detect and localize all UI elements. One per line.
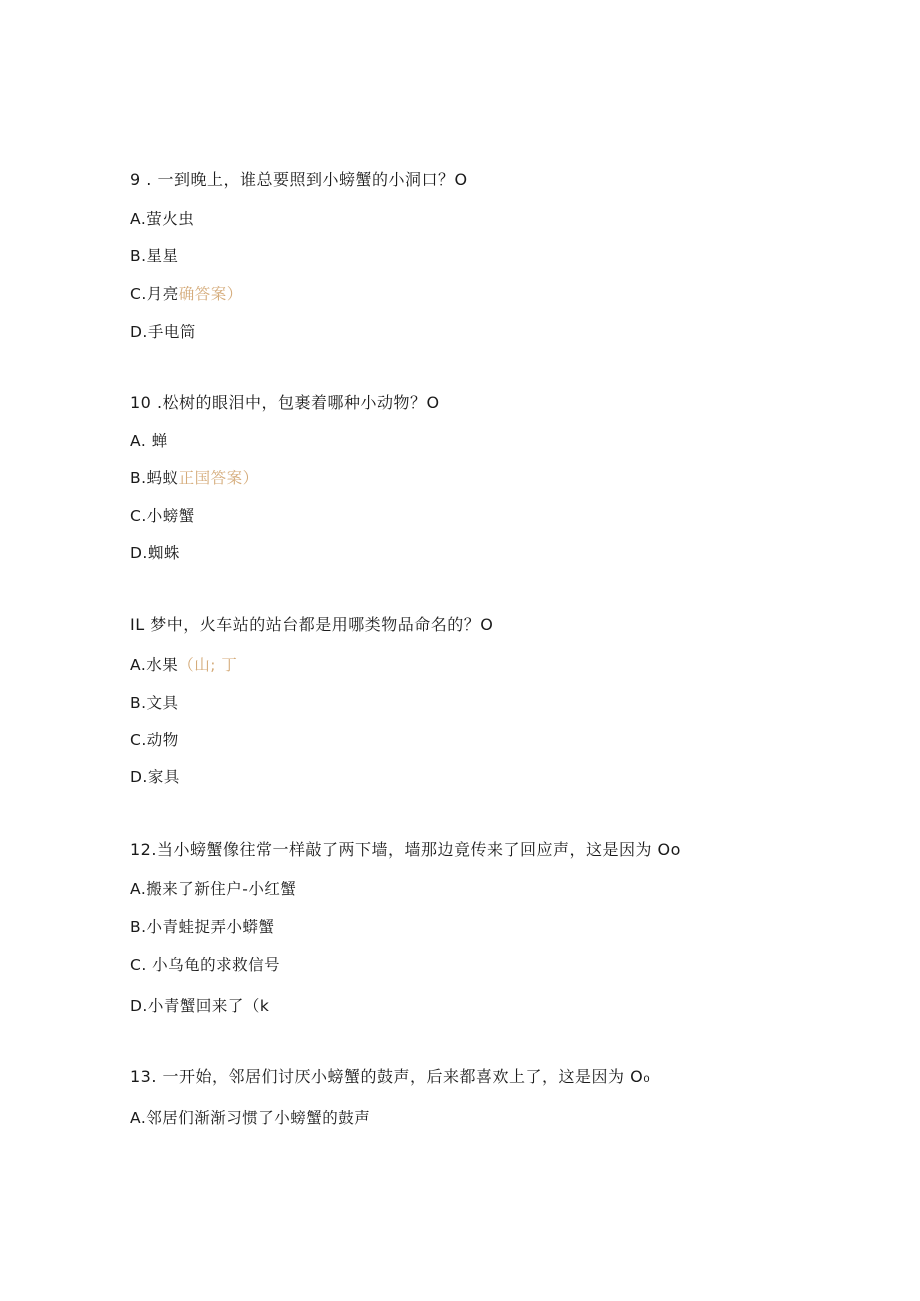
option-text: C.小螃蟹 bbox=[130, 507, 195, 525]
question-9-option-b bbox=[130, 246, 179, 266]
option-text: A.搬来了新住户-小红蟹 bbox=[130, 880, 297, 898]
question-13-option-a bbox=[130, 1108, 370, 1128]
answer-mark: 正国答案） bbox=[178, 469, 259, 487]
question-9-option-a bbox=[130, 209, 194, 229]
question-12-option-a bbox=[130, 879, 296, 899]
question-11-option-b bbox=[130, 693, 179, 713]
question-12-stem: 12.当小螃蟹像往常一样敲了两下墙，墙那边竟传来了回应声，这是因为 Oo bbox=[130, 840, 681, 859]
option-text: A.邻居们渐渐习惯了小螃蟹的鼓声 bbox=[130, 1109, 371, 1127]
question-10-option-c bbox=[130, 506, 195, 526]
question-11-option-d bbox=[130, 767, 180, 787]
option-text: B.文具 bbox=[130, 694, 179, 712]
question-9-option-d bbox=[130, 322, 196, 342]
option-text: A. 蝉 bbox=[130, 432, 168, 450]
question-12-option-d bbox=[130, 996, 269, 1016]
option-text: A.萤火虫 bbox=[130, 210, 195, 228]
question-12-option-c bbox=[130, 955, 280, 975]
option-text: D.蜘蛛 bbox=[130, 544, 180, 562]
question-11-stem: IL 梦中，火车站的站台都是用哪类物品命名的？O bbox=[130, 615, 494, 634]
option-text: B.小青蛙捉弄小蟒蟹 bbox=[130, 918, 275, 936]
answer-mark: 确答案） bbox=[178, 285, 243, 303]
question-9-stem: 9 . 一到晚上，谁总要照到小螃蟹的小洞口？O bbox=[130, 170, 468, 189]
question-12-option-b bbox=[130, 917, 275, 937]
option-text: D.手电筒 bbox=[130, 323, 196, 341]
option-text: A.水果 bbox=[130, 656, 179, 674]
question-9-option-c bbox=[130, 284, 243, 304]
question-11-option-a bbox=[130, 655, 237, 675]
option-text: D.家具 bbox=[130, 768, 180, 786]
option-text: C.动物 bbox=[130, 731, 179, 749]
question-10-stem: 10 .松树的眼泪中，包裹着哪种小动物？O bbox=[130, 393, 440, 412]
question-11-option-c bbox=[130, 730, 179, 750]
option-text: B.星星 bbox=[130, 247, 179, 265]
question-10-option-b bbox=[130, 468, 259, 488]
question-10-option-a bbox=[130, 431, 168, 451]
option-text: D.小青蟹回来了（k bbox=[130, 997, 270, 1015]
question-10-option-d bbox=[130, 543, 180, 563]
option-text: C. 小乌龟的求救信号 bbox=[130, 956, 281, 974]
answer-mark: （山; 丁 bbox=[178, 656, 238, 674]
option-text: B.蚂蚁 bbox=[130, 469, 179, 487]
option-text: C.月亮 bbox=[130, 285, 179, 303]
question-13-stem: 13. 一开始，邻居们讨厌小螃蟹的鼓声，后来都喜欢上了，这是因为 O₀ bbox=[130, 1067, 651, 1086]
